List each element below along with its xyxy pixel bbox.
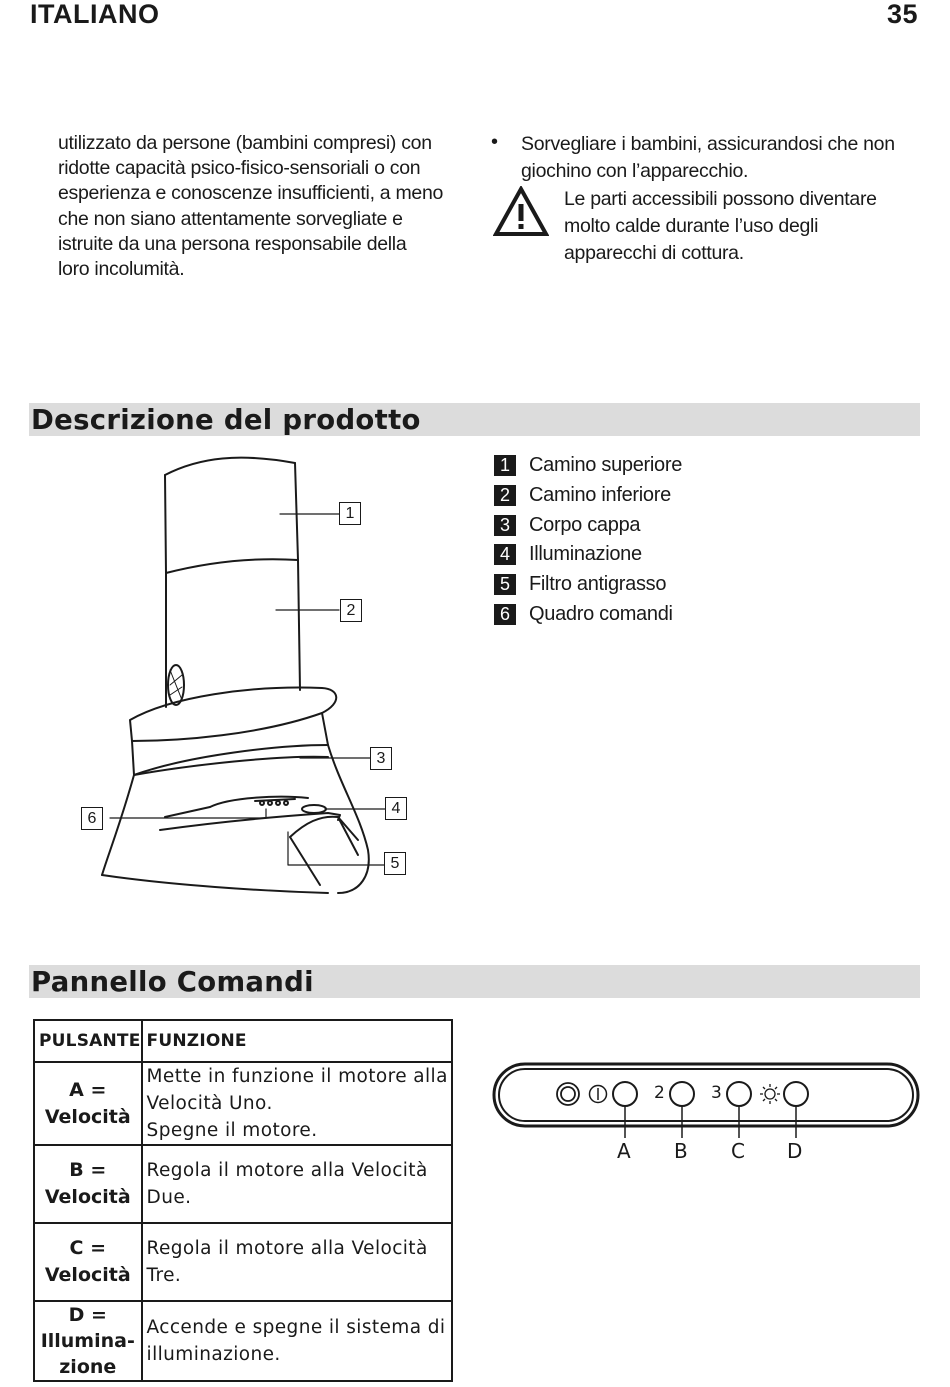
parts-legend [494,451,682,629]
legend-item [494,510,682,540]
legend-number: 1 [494,455,516,476]
button-label-c: C [731,1139,745,1163]
legend-number: 4 [494,544,516,565]
warning-text: Le parti accessibili possono diventare molto calde durante l’uso degli apparecchi di cottura. [564,188,877,264]
panel-buttons [600,1078,820,1148]
key-cell: A = Velocità [34,1062,142,1145]
button-label-b: B [674,1139,688,1163]
table-row [34,1145,452,1223]
legend-item [494,481,682,511]
table-row [34,1301,452,1381]
column-header: PULSANTE [34,1020,142,1062]
controls-section-title: Pannello Comandi [31,966,314,998]
button-d [784,1082,808,1106]
legend-number: 6 [494,604,516,625]
legend-label: Quadro comandi [529,602,673,625]
table-header-row [34,1020,452,1062]
legend-number: 2 [494,485,516,506]
legend-label: Illuminazione [529,543,642,566]
controls-section-bar [29,965,920,998]
product-section-bar [29,403,920,436]
button-b [670,1082,694,1106]
legend-label: Filtro antigrasso [529,573,667,596]
product-section-title: Descrizione del prodotto [31,404,421,436]
button-c [727,1082,751,1106]
legend-item [494,570,682,600]
commands-table [33,1019,453,1382]
legend-label: Camino superiore [529,454,683,477]
key-cell: B = Velocità [34,1145,142,1223]
bullet-dot: • [491,131,499,153]
function-cell: Regola il motore alla Velocità Due. [142,1145,452,1223]
intro-left-text: utilizzato da persone (bambini compresi) con ridotte capacità psico-fisico-sensoriali o con esperienza e conoscenze insufficienti, a meno che non siano attentamente sorvegliate e istruite da una persona responsabile della loro incolumità. [58,132,444,281]
button-label-a: A [617,1139,631,1163]
key-cell: C = Velocità [34,1223,142,1301]
table-row [34,1223,452,1301]
figure-label-5: 5 [384,852,406,875]
figure-label-6: 6 [81,807,103,830]
button-a [613,1082,637,1106]
power-indicator-icon [555,1081,581,1107]
figure-label-1: 1 [339,502,361,525]
legend-item [494,599,682,629]
function-cell: Mette in funzione il motore alla Velocità Uno. Spegne il motore. [142,1062,452,1145]
figure-label-4: 4 [385,797,407,820]
function-cell: Regola il motore alla Velocità Tre. [142,1223,452,1301]
speed-3-symbol: 3 [711,1083,722,1103]
function-cell: Accende e spegne il sistema di illuminazione. [142,1301,452,1381]
column-header: FUNZIONE [142,1020,452,1062]
key-cell: D = Illumina- zione [34,1301,142,1381]
legend-item [494,451,682,481]
legend-number: 3 [494,515,516,536]
figure-label-2: 2 [340,599,362,622]
hood-diagram [90,445,420,895]
legend-label: Camino inferiore [529,484,671,507]
button-label-d: D [787,1139,803,1163]
figure-label-3: 3 [370,747,392,770]
warning-icon [493,186,549,238]
language-header: ITALIANO [30,0,160,29]
intro-bullet-text: Sorvegliare i bambini, assicurandosi che non giochino con l’apparecchio. [521,133,895,182]
table-row [34,1062,452,1145]
speed-2-symbol: 2 [654,1083,665,1103]
legend-item [494,540,682,570]
legend-number: 5 [494,574,516,595]
legend-label: Corpo cappa [529,513,641,536]
page-number: 35 [886,0,918,29]
